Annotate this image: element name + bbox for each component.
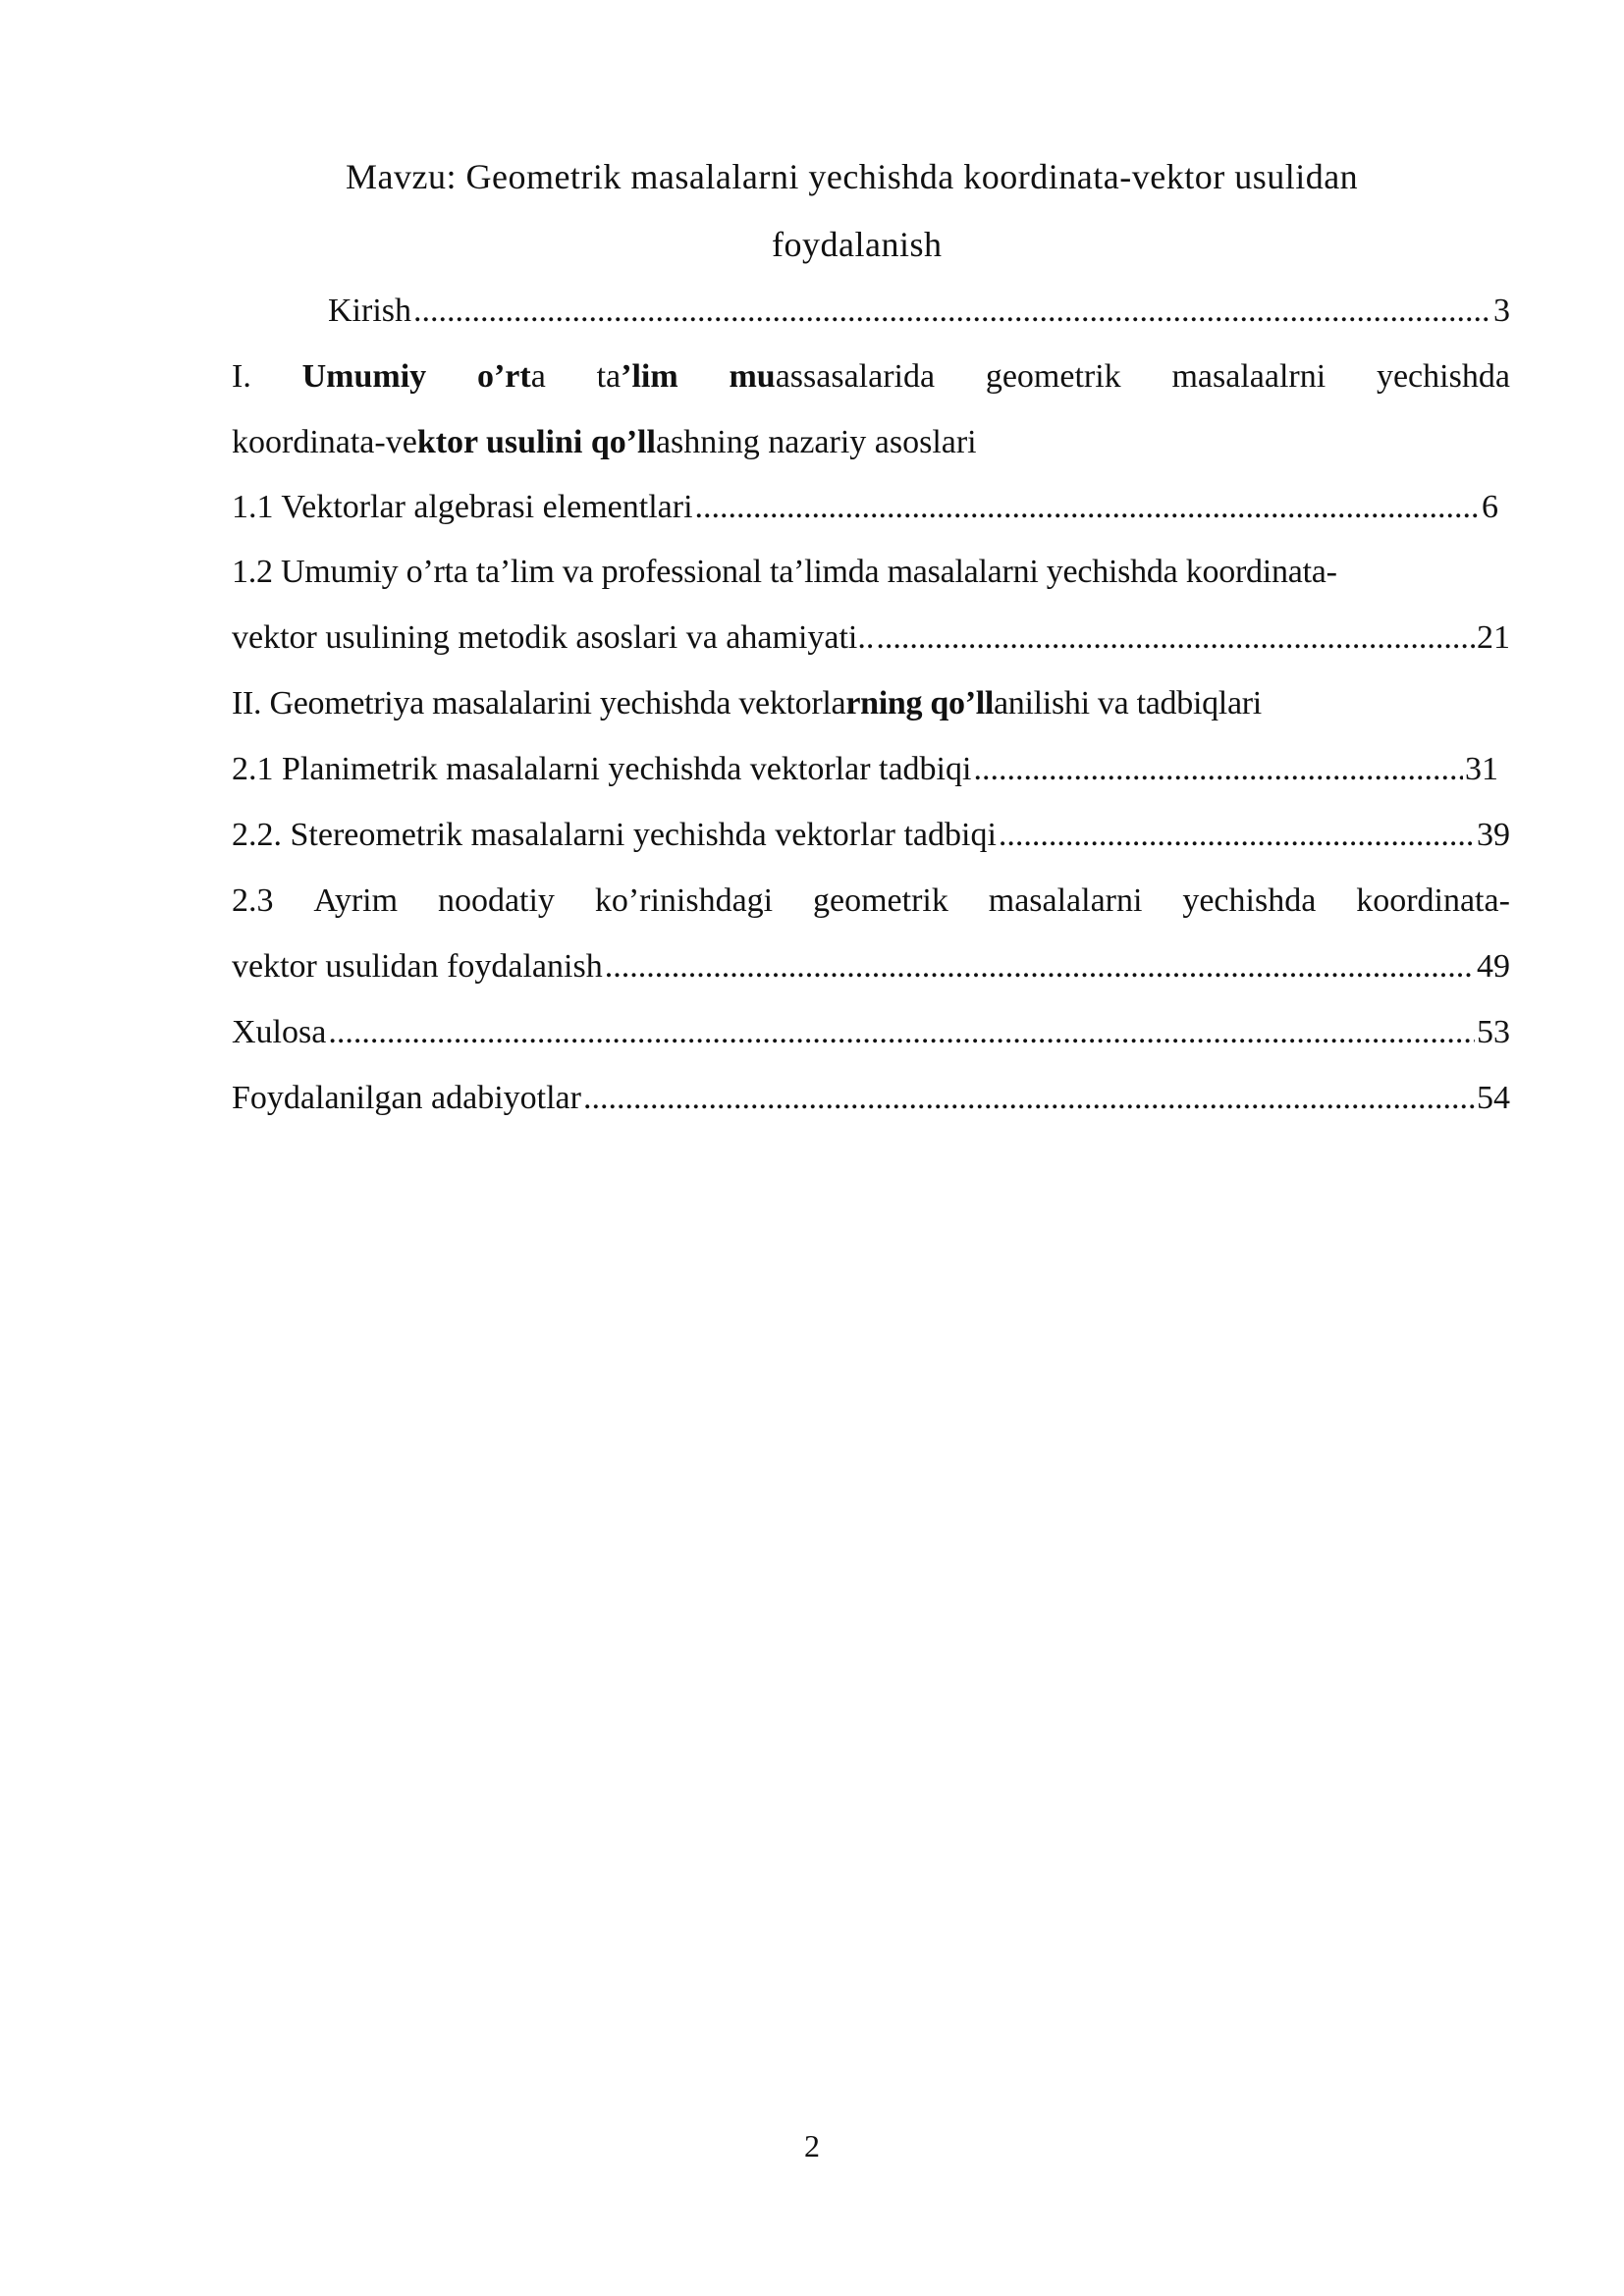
toc-page-number: 6 (1482, 491, 1498, 524)
toc-entry-1-2-line-1: 1.2 Umumiy o’rta ta’lim va professional ta’limda masalalarni yechishda koordinata- (232, 556, 1337, 589)
toc-word: masalaalrni (1171, 360, 1326, 394)
dot-leader (413, 294, 1491, 328)
toc-word: I. (232, 360, 251, 394)
title-line-2: foydalanish (772, 225, 943, 264)
toc-entry-xulosa (232, 1016, 1510, 1049)
toc-label: vektor usulidan foydalanish (232, 950, 603, 984)
toc-entry-1-1 (232, 491, 1498, 524)
toc-page-number: 49 (1477, 950, 1510, 984)
toc-label: 1.1 Vektorlar algebrasi elementlari (232, 491, 693, 524)
toc-entry-kirish (328, 294, 1510, 328)
toc-word: yechishda (1376, 360, 1510, 394)
page-number: 2 (804, 2128, 820, 2163)
toc-word: koordinata- (1356, 884, 1510, 918)
dot-leader (695, 491, 1480, 524)
toc-page-number: 3 (1493, 294, 1510, 328)
dot-leader (328, 1016, 1475, 1049)
toc-page-number: 39 (1477, 819, 1510, 852)
toc-entry-chapter-2: II. Geometriya masalalarini yechishda vektorlarning qo’llanilishi va tadbiqlari (232, 687, 1262, 721)
toc-word: muassasalarida (729, 360, 936, 394)
dot-leader (876, 621, 1475, 655)
toc-entry-2-1 (232, 753, 1498, 786)
dot-leader (999, 819, 1475, 852)
toc-word: Ayrim (313, 884, 399, 918)
toc-entry-2-3-line-2 (232, 950, 1510, 984)
dot-leader (605, 950, 1475, 984)
toc-entry-chapter-1-line-2: koordinata-vektor usulini qo’llashning nazariy asoslari (232, 426, 977, 459)
toc-page-number: 54 (1477, 1082, 1510, 1115)
toc-word: noodatiy (437, 884, 555, 918)
toc-word: geometrik (985, 360, 1121, 394)
toc-entry-1-2-line-2 (232, 621, 1510, 655)
toc-label: Xulosa (232, 1016, 327, 1049)
toc-entry-2-3-line-1 (232, 884, 1510, 918)
toc-entry-chapter-1-line-1 (232, 360, 1510, 394)
title-line-1: Mavzu: Geometrik masalalarni yechishda koordinata-vektor usulidan (346, 157, 1359, 196)
toc-page-number: 31 (1465, 753, 1498, 786)
toc-word: ta’lim (596, 360, 678, 394)
toc-label: 2.2. Stereometrik masalalarni yechishda vektorlar tadbiqi (232, 819, 997, 852)
dot-leader (583, 1082, 1475, 1115)
toc-word: masalalarni (988, 884, 1143, 918)
toc-label: Foydalanilgan adabiyotlar (232, 1082, 581, 1115)
toc-word: 2.3 (232, 884, 274, 918)
toc-entry-adabiyotlar (232, 1082, 1510, 1115)
toc-word: yechishda (1182, 884, 1317, 918)
toc-page-number: 21 (1477, 621, 1510, 655)
toc-label: 2.1 Planimetrik masalalarni yechishda vektorlar tadbiqi (232, 753, 972, 786)
toc-word: o’rta (476, 360, 546, 394)
toc-entry-2-2 (232, 819, 1510, 852)
toc-word: Umumiy (301, 360, 427, 394)
toc-page-number: 53 (1477, 1016, 1510, 1049)
toc-label: vektor usulining metodik asoslari va ahamiyati.. (232, 621, 875, 655)
toc-word: geometrik (813, 884, 948, 918)
toc-word: ko’rinishdagi (594, 884, 774, 918)
dot-leader (973, 753, 1463, 786)
toc-label: Kirish (328, 294, 411, 328)
